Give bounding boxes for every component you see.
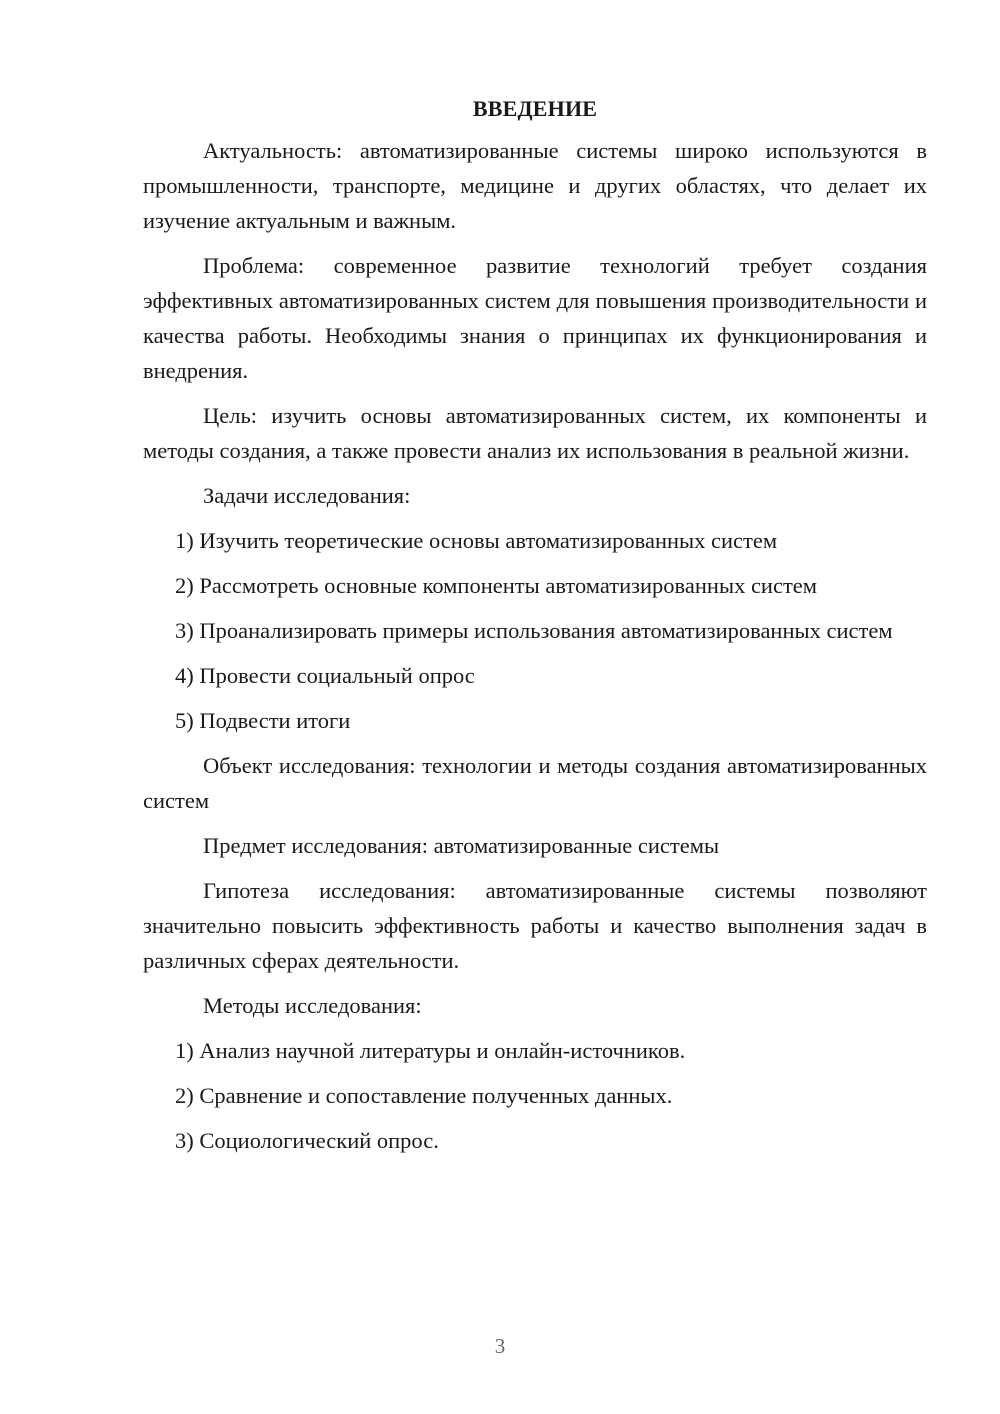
goal-paragraph: Цель: изучить основы автоматизированных систем, их компоненты и методы создания, а также провести анализ их использования в реальной жизни.	[143, 403, 927, 463]
subject-paragraph: Предмет исследования: автоматизированные системы	[203, 833, 720, 858]
task-item: 4) Провести социальный опрос	[175, 663, 475, 688]
method-item: 3) Социологический опрос.	[175, 1128, 439, 1153]
task-item: 3) Проанализировать примеры использования автоматизированных систем	[175, 618, 893, 643]
problem-paragraph: Проблема: современное развитие технологий требует создания эффективных автоматизированных систем для повышения производительности и качества работы. Необходимы знания о принципах их функционирования и внедрения.	[143, 253, 927, 383]
hypothesis-paragraph: Гипотеза исследования: автоматизированные системы позволяют значительно повысить эффективность работы и качество выполнения задач в различных сферах деятельности.	[143, 878, 927, 973]
methods-title: Методы исследования:	[203, 993, 422, 1018]
task-item: 2) Рассмотреть основные компоненты автоматизированных систем	[175, 573, 818, 598]
tasks-title: Задачи исследования:	[203, 483, 411, 508]
relevance-paragraph: Актуальность: автоматизированные системы широко используются в промышленности, транспорте, медицине и других областях, что делает их изучение актуальным и важным.	[143, 138, 927, 233]
page-number: 3	[494, 1334, 506, 1358]
page-content	[143, 94, 927, 1168]
method-item: 2) Сравнение и сопоставление полученных данных.	[175, 1083, 673, 1108]
method-item: 1) Анализ научной литературы и онлайн-источников.	[175, 1038, 686, 1063]
task-item: 1) Изучить теоретические основы автоматизированных систем	[175, 528, 778, 553]
task-item: 5) Подвести итоги	[175, 708, 351, 733]
section-heading: ВВЕДЕНИЕ	[472, 96, 598, 121]
object-paragraph: Объект исследования: технологии и методы создания автоматизированных систем	[143, 753, 927, 813]
